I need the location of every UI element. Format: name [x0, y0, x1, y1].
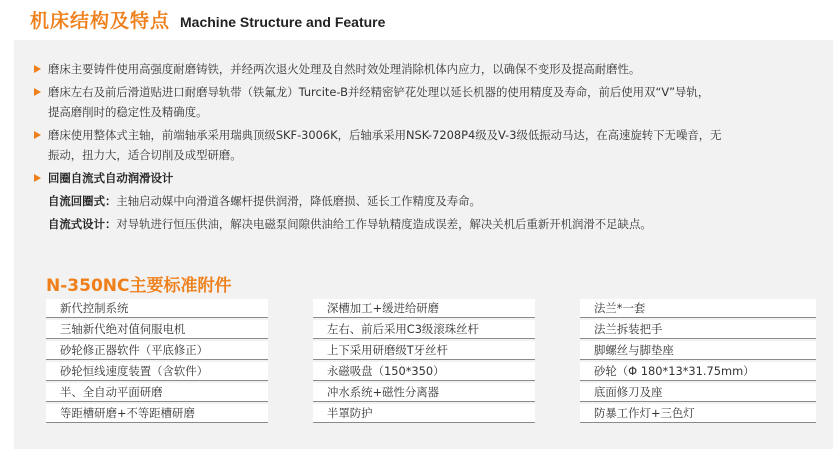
- table-cell: 左右、前后采用C3级滚珠丝杆: [313, 320, 535, 339]
- subitem-text: 主轴启动媒中向滑道各螺杆提供润滑，降低磨损、延长工作精度及寿命。: [116, 194, 481, 208]
- subitem-label: 自流回圈式：: [48, 194, 117, 208]
- feature-item: [32, 82, 817, 122]
- table-row: [46, 298, 816, 319]
- feature-list: [32, 59, 817, 237]
- table-cell: 法兰*一套: [580, 299, 816, 318]
- table-cell: 法兰拆装把手: [580, 320, 816, 339]
- feature-item: [32, 125, 817, 165]
- feature-subitem: [32, 214, 817, 234]
- feature-text: 磨床主要铸件使用高强度耐磨铸铁，并经两次退火处理及自然时效处理消除机体内应力，以确保不变形及提高耐磨性。: [48, 62, 641, 76]
- triangle-bullet-icon: [34, 65, 41, 73]
- subitem-text: 对导轨进行恒压供油，解决电磁泵间隙供油给工作导轨精度造成误差，解决关机后重新开机润滑不足缺点。: [116, 217, 652, 231]
- table-cell: 砂轮修正器软件（平底修正）: [46, 341, 268, 360]
- title-chinese: 机床结构及特点: [30, 10, 171, 32]
- table-cell: 冲水系统+磁性分离器: [313, 383, 535, 402]
- accessories-table: [46, 298, 816, 424]
- table-cell: 深槽加工+缓进给研磨: [313, 299, 535, 318]
- feature-subitem: [32, 191, 817, 211]
- table-row: [46, 382, 816, 403]
- accessories-title: N-350NC主要标准附件: [46, 276, 232, 296]
- table-cell: 底面修刀及座: [580, 383, 816, 402]
- table-cell: 防暴工作灯+三色灯: [580, 404, 816, 423]
- feature-heading: 回圈自流式自动润滑设计: [48, 171, 174, 185]
- feature-item: [32, 59, 817, 79]
- table-cell: 脚螺丝与脚垫座: [580, 341, 816, 360]
- feature-text: 振动，扭力大，适合切削及成型研磨。: [48, 148, 242, 162]
- triangle-bullet-icon: [34, 88, 41, 96]
- feature-text: 提高磨削时的稳定性及精确度。: [48, 105, 208, 119]
- table-cell: 新代控制系统: [46, 299, 268, 318]
- feature-item: [32, 168, 817, 188]
- table-row: [46, 361, 816, 382]
- table-cell: 半、全自动平面研磨: [46, 383, 268, 402]
- table-cell: 三轴新代绝对值伺服电机: [46, 320, 268, 339]
- feature-text: 磨床使用整体式主轴，前端轴承采用瑞典顶级SKF-3006K，后轴承采用NSK-7208P4级及V-3级低振动马达，在高速旋转下无噪音，无: [48, 128, 722, 142]
- table-cell: 砂轮（Φ 180*13*31.75mm）: [580, 362, 816, 381]
- triangle-bullet-icon: [34, 131, 41, 139]
- feature-text: 磨床左右及前后滑道贴进口耐磨导轨带（铁氟龙）Turcite-B并经精密铲花处理以延长机器的使用精度及寿命，前后使用双“V”导轨，: [48, 85, 710, 99]
- table-row: [46, 319, 816, 340]
- table-row: [46, 403, 816, 424]
- table-cell: 砂轮恒线速度装置（含软件）: [46, 362, 268, 381]
- table-cell: 半罩防护: [313, 404, 535, 423]
- table-cell: 永磁吸盘（150*350）: [313, 362, 535, 381]
- table-cell: 等距槽研磨+不等距槽研磨: [46, 404, 268, 423]
- triangle-bullet-icon: [34, 174, 41, 182]
- table-cell: 上下采用研磨级T牙丝杆: [313, 341, 535, 360]
- title-english: Machine Structure and Feature: [180, 14, 386, 30]
- table-row: [46, 340, 816, 361]
- page-header: [30, 6, 385, 36]
- subitem-label: 自流式设计：: [48, 217, 117, 231]
